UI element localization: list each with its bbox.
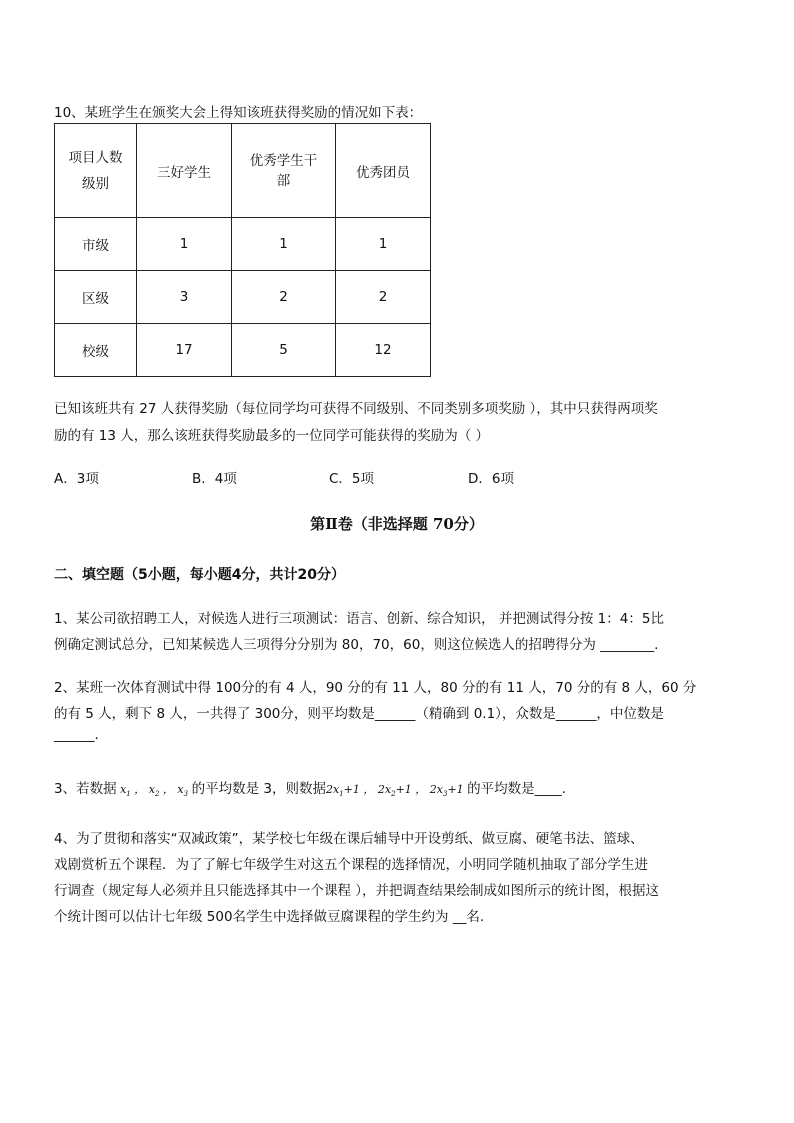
fill-1-line1: 1、某公司欲招聘工人，对候选人进行三项测试：语言、创新、综合知识， 并把测试得分按 1：4：5比: [54, 611, 664, 627]
table-header-row: [55, 124, 431, 218]
question-10-text-line1: 已知该班共有 27 人获得奖励（每位同学均可获得不同级别、不同类别多项奖励 ），其中只获得两项奖: [54, 401, 658, 417]
fill-3: [54, 777, 566, 798]
table-cell: 2: [336, 271, 431, 324]
table-cell: 2: [232, 271, 336, 324]
table-header-cell: 优秀团员: [336, 124, 431, 218]
row-label: 市级: [55, 218, 137, 271]
table-cell: 1: [336, 218, 431, 271]
table-cell: 5: [232, 324, 336, 377]
table-row: [55, 271, 431, 324]
header-text-wrap: 优秀学生干部: [249, 152, 318, 189]
fill-3-prefix: 3、若数据: [54, 781, 117, 797]
table-header-cell: [232, 124, 336, 218]
data-2x-plus-1-formula: $2x_1+1$ ， $2x_2+1$ ， $2x_3+1$: [326, 783, 468, 799]
table-header-cell: 三好学生: [137, 124, 232, 218]
fill-3-mid: 的平均数是 3，则数据: [191, 781, 326, 797]
fill-1-line2: 例确定测试总分，已知某候选人三项得分分别为 80，70，60，则这位候选人的招聘得分为 ________.: [54, 637, 659, 653]
question-10-text-line2: 励的有 13 人，那么该班获得奖励最多的一位同学可能获得的奖励为（ ）: [54, 428, 490, 444]
question-10-stem: 10、某班学生在颁奖大会上得知该班获得奖励的情况如下表：: [54, 105, 423, 121]
table-cell: 17: [137, 324, 232, 377]
fill-4-line1: 4、为了贯彻和落实“双减政策”，某学校七年级在课后辅导中开设剪纸、做豆腐、硬笔书法、篮球、: [54, 831, 644, 847]
table-cell: 1: [137, 218, 232, 271]
fill-2-line1: 2、某班一次体育测试中得 100分的有 4 人，90 分的有 11 人，80 分的有 11 人，70 分的有 8 人，60 分: [54, 680, 697, 696]
option-d: D．6项: [468, 471, 514, 487]
row-label: 校级: [55, 324, 137, 377]
fill-3-suffix: 的平均数是____.: [467, 781, 566, 797]
table-row: [55, 218, 431, 271]
corner-label-bottom: 级别: [82, 175, 109, 192]
fill-4-line2: 戏剧赏析五个课程．为了了解七年级学生对这五个课程的选择情况，小明同学随机抽取了部分学生进: [54, 857, 648, 873]
part-title: 二、填空题（5小题，每小题4分，共计20分）: [54, 567, 345, 583]
option-c: C．5项: [329, 471, 375, 487]
table-cell: 3: [137, 271, 232, 324]
table-corner-cell: [55, 124, 137, 218]
data-x1-formula: $x_1$ ， $x_2$ ， $x_3$: [116, 783, 189, 799]
option-a: A．3项: [54, 471, 99, 487]
table-row: [55, 324, 431, 377]
fill-4-line4: 个统计图可以估计七年级 500名学生中选择做豆腐课程的学生约为 __名.: [54, 909, 485, 925]
award-table: [54, 123, 431, 377]
table-cell: 1: [232, 218, 336, 271]
fill-4-line3: 行调查（规定每人必须并且只能选择其中一个课程 ），并把调查结果绘制成如图所示的统计图，根据这: [54, 883, 660, 899]
fill-2-line2: 的有 5 人，剩下 8 人，一共得了 300分，则平均数是______（精确到 0.1），众数是______，中位数是: [54, 706, 664, 722]
fill-2-line3: ______.: [54, 727, 99, 743]
corner-label-top: 项目人数: [68, 149, 123, 166]
table-cell: 12: [336, 324, 431, 377]
row-label: 区级: [55, 271, 137, 324]
option-b: B．4项: [192, 471, 237, 487]
section-title: 第Ⅱ卷（非选择题 70分）: [310, 515, 484, 533]
